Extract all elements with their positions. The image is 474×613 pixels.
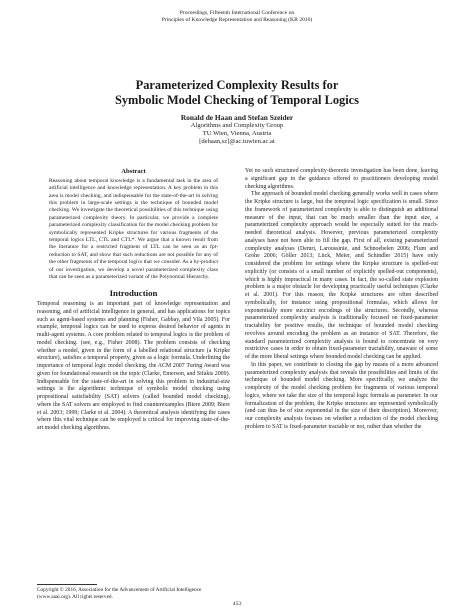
author-group: Algorithms and Complexity Group: [190, 122, 284, 129]
author-institution: TU Wien, Vienna, Austria: [202, 130, 272, 137]
left-column: [37, 168, 230, 433]
author-names: Ronald de Haan and Stefan Szeider: [180, 113, 294, 122]
page-number: 453: [232, 601, 242, 607]
paper-title: [0, 78, 474, 108]
author-block: [0, 114, 474, 146]
introduction-paragraph: Temporal reasoning is an important part of knowledge representation and reasoning, and of artificial intelligence in general, and has applications for topics such as agent-based systems and planning (Fisher, Gabbay, and Vila 2005). For example, temporal logics can be used to express desired behavior of agents in multi-agent systems. A core problem related to temporal logics is the problem of model checking. (see, e.g., Fisher 2008). The problem consists of checking whether a model, given in the form of a labelled relational structure (a Kripke structure), satisfies a temporal property, given as a logic formula. Underlining the importance of temporal logic model checking, the ACM 2007 Turing Award was given for foundational research on the topic (Clarke, Emerson, and Sifakis 2009). Indispensable for the state-of-the-art in solving this problem in industrial-size settings is the algorithmic technique of symbolic model checking using propositional satisfiability (SAT) solvers (called bounded model checking), where the SAT solvers are employed to find counterexamples (Biere 2009; Biere et al. 2003; 1999; Clarke et al. 2004). A theoretical analysis identifying the cases where this vital technique can be employed is critical for improving state-of-the-art model checking algorithms.: [37, 301, 230, 432]
footnote-rule: [37, 584, 97, 585]
abstract-text: Reasoning about temporal knowledge is a fundamental task in the area of artificial intelligence and knowledge representation. A key problem in this area is model checking, and indispensable for the state-of-the-art in solving this problem in large-scale settings is the technique of bounded model checking. We investigate the theoretical possibilities of this technique using parameterized complexity theory. In particular, we provide a complete parameterized complexity classification for the model checking problem for symbolically represented Kripke structures for various fragments of the temporal logics LTL, CTL and CTL*. We argue that a known result from the literature for a restricted fragment of LTL can be seen as an fpt-reduction to SAT, and show that such reductions are not possible for any of the other fragments of the temporal logics that we consider. As a by-product of our investigation, we develop a novel parameterized complexity class that can be seen as a parameterized variant of the Polynomial Hierarchy.: [49, 177, 218, 281]
abstract-heading: Abstract: [121, 168, 146, 175]
header-line-2: Principles of Knowledge Representation and Reasoning (KR 2016): [161, 17, 313, 23]
author-email: [dehaan,sz]@ac.tuwien.ac.at: [199, 138, 275, 145]
proceedings-header: [0, 10, 474, 24]
title-line-2: Symbolic Model Checking of Temporal Logics: [114, 93, 360, 107]
right-paragraph-3: In this paper, we contribute to closing the gap by means of a more advanced parameterized complexity analysis that reveals the possibilities and limits of the technique of bounded model checking. More specifically, we analyze the complexity of the model checking problem for fragments of various temporal logics, where we take the size of the temporal logic formula as parameter. In our formalization of the problem, the Kripke structures are represented symbolically (and can thus be of size exponential in the size of their description). Moreover, our complexity analysis focuses on whether a reduction of the model checking problem to SAT is fixed-parameter tractable or not, rather than whether the: [245, 361, 438, 430]
right-paragraph-1: Yet no such structured complexity-theoretic investigation has been done, leaving a significant gap in the guidance offered to practitioners developing model checking algorithms.: [245, 168, 438, 190]
right-paragraph-2: The approach of bounded model checking generally works well in cases where the Kripke structure is large, but the temporal logic specification is small. Since the framework of parameterized complexity is able to distinguish an additional measure of the input, that can be much smaller than the input size, a parameterized complexity approach would be especially suited for the much-needed theoretical analysis. However, previous parameterized complexity analyses have not been able to fill the gap. First of all, existing parameterized complexity analyses (Demri, Laroussinie, and Schnoebelen 2006; Flum and Grohe 2006; Göller 2013; Lück, Meier, and Schindler 2015) have only considered the problem for settings where the Kripke structure is spelled-out explicitly (or consists of a small number of explicitly spelled-out components), which is highly impractical in many cases. In fact, the so-called state explosion problem is a major obstacle for developing practically useful techniques (Clarke et al. 2001). For this reason, the Kripke structures are often described symbolically, for instance using propositional formulas, which allows for exponentially more succinct encodings of the structures. Secondly, whereas parameterized complexity analysis is traditionally focused on fixed-parameter tractability for positive results, the technique of bounded model checking revolves around encoding the problem as an instance of SAT. Therefore, the standard parameterized complexity analysis is bound to concentrate on very restrictive cases in order to obtain fixed-parameter tractability, unaware of some of the more liberal settings where bounded model checking can be applied.: [245, 191, 438, 360]
title-line-1: Parameterized Complexity Results for: [135, 78, 339, 92]
copyright-notice: Copyright © 2016, Association for the Advancement of Artificial Intelligence (www.aaai.org). All rights reserved.: [37, 587, 202, 600]
right-column: [245, 168, 438, 432]
header-line-1: Proceedings, Fifteenth International Conference on: [179, 10, 295, 16]
introduction-heading: Introduction: [109, 288, 158, 299]
